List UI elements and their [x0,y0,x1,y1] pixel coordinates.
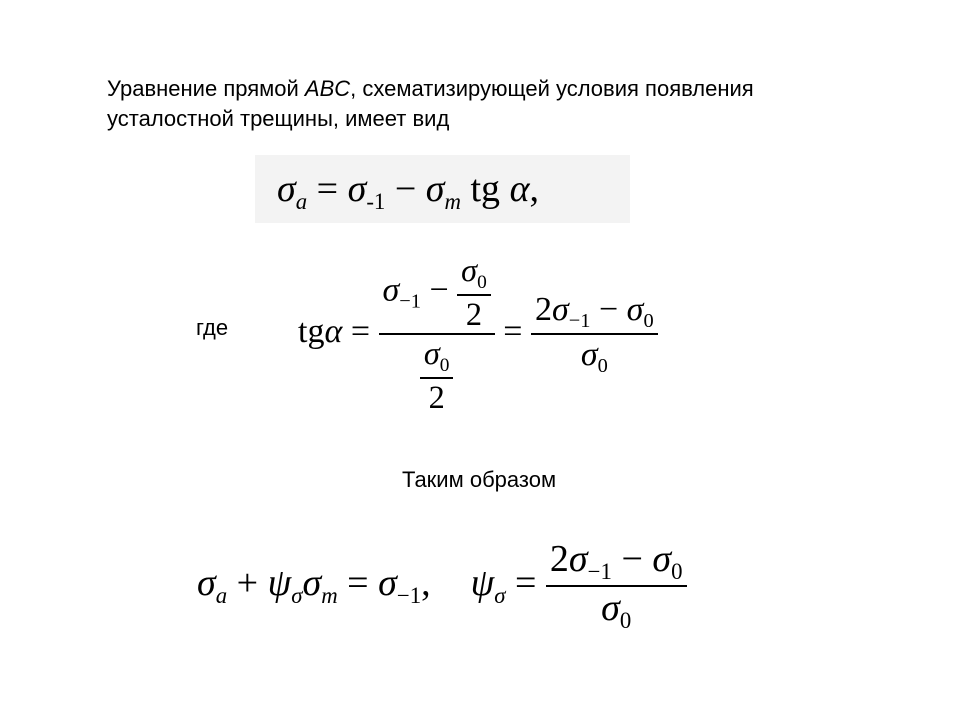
eq3-psi-1: ψ [267,561,292,604]
eq3-den-sigma: σ [601,587,620,630]
eq1-sub-m: m [444,188,461,214]
equation-3 [197,538,687,634]
eq3-psi-2: ψ [470,561,495,604]
eq2-result-sigma-0: σ [626,290,644,328]
eq2-big-denominator [416,335,458,416]
eq3-sub-m1: −1 [396,582,422,608]
eq2-den-frac-top [420,335,454,379]
eq1-sub-a: a [295,188,308,214]
intro-line1-start: Уравнение прямой [107,76,305,101]
eq3-coef: 2 [549,538,569,580]
eq3-psi-sub-sigma-1: σ [291,582,303,608]
eq2-big-fraction [379,252,495,416]
eq1-alpha: α [509,168,530,210]
eq2-equals-1: = [342,313,379,350]
eq2-tg: tg [298,313,325,350]
eq2-result-coef: 2 [534,290,552,328]
eq3-sub-m: m [321,582,338,608]
eq3-num-sub-0: 0 [671,558,683,584]
intro-line2: усталостной трещины, имеет вид [107,106,450,131]
eq3-den-sub-0: 0 [619,608,632,634]
eq2-result-denominator [577,335,612,379]
eq2-equals-2: = [494,313,531,350]
eq2-num-sigma: σ [382,271,400,309]
eq2-den-frac-sigma: σ [423,335,440,372]
where-label: где [196,315,229,340]
eq1-tg: tg [461,168,510,210]
eq2-num-sub-m1: −1 [399,290,421,313]
eq3-numerator [546,538,687,587]
eq2-result-den-sub-0: 0 [597,355,608,378]
eq3-psi-sub-sigma-2: σ [494,582,506,608]
eq3-denominator [597,587,635,634]
eq3-num-sigma-0: σ [652,538,672,580]
eq3-fraction [546,538,687,634]
eq2-big-numerator [379,252,495,335]
equation-2 [298,252,658,416]
intro-text [107,74,907,134]
eq2-result-fraction [531,290,658,379]
eq2-den-frac-sub-0: 0 [439,354,450,376]
eq2-num-frac-sub-0: 0 [477,271,487,293]
eq2-den-frac-bottom: 2 [428,379,445,416]
eq1-sigma-a: σ [277,168,296,210]
eq3-sub-a: a [215,582,228,608]
eq2-num-minus: − [420,271,458,309]
eq2-result-numerator [531,290,658,336]
eq1-equals: = [307,168,348,210]
eq3-plus: + [227,561,268,604]
eq2-result-sub-0: 0 [643,309,654,332]
eq2-alpha: α [324,313,343,350]
eq2-num-frac-sigma: σ [461,252,478,288]
eq3-equals-2: = [505,561,546,604]
eq2-num-frac-top [457,252,491,296]
intro-line1-end: , схематизирующей условия появления [350,76,754,101]
eq2-result-minus: − [590,290,627,328]
eq1-sub-m1: -1 [366,188,386,214]
eq1-sigma-m1: σ [347,168,367,210]
eq1-comma: , [529,168,540,210]
equation-1 [255,155,630,223]
eq2-num-frac-bottom: 2 [465,296,483,333]
eq2-num-fraction [457,252,491,333]
eq3-num-sigma-m1: σ [568,538,588,580]
eq2-result-sigma-m1: σ [551,290,569,328]
eq3-comma: , [421,561,431,604]
eq3-sigma-m1: σ [378,561,397,604]
eq2-den-fraction [420,335,454,416]
eq2-result-sub-m1: −1 [568,309,591,332]
eq3-equals-1: = [337,561,379,604]
eq2-result-den-sigma: σ [580,336,598,374]
eq3-num-minus: − [611,538,653,580]
thus-label: Таким образом [402,467,557,492]
eq3-num-sub-m1: −1 [587,558,612,584]
eq3-sigma-a: σ [197,561,216,604]
eq3-sigma-m: σ [302,561,322,604]
intro-abc: ABC [304,76,351,101]
eq1-minus: − [385,168,426,210]
eq1-sigma-m: σ [425,168,445,210]
